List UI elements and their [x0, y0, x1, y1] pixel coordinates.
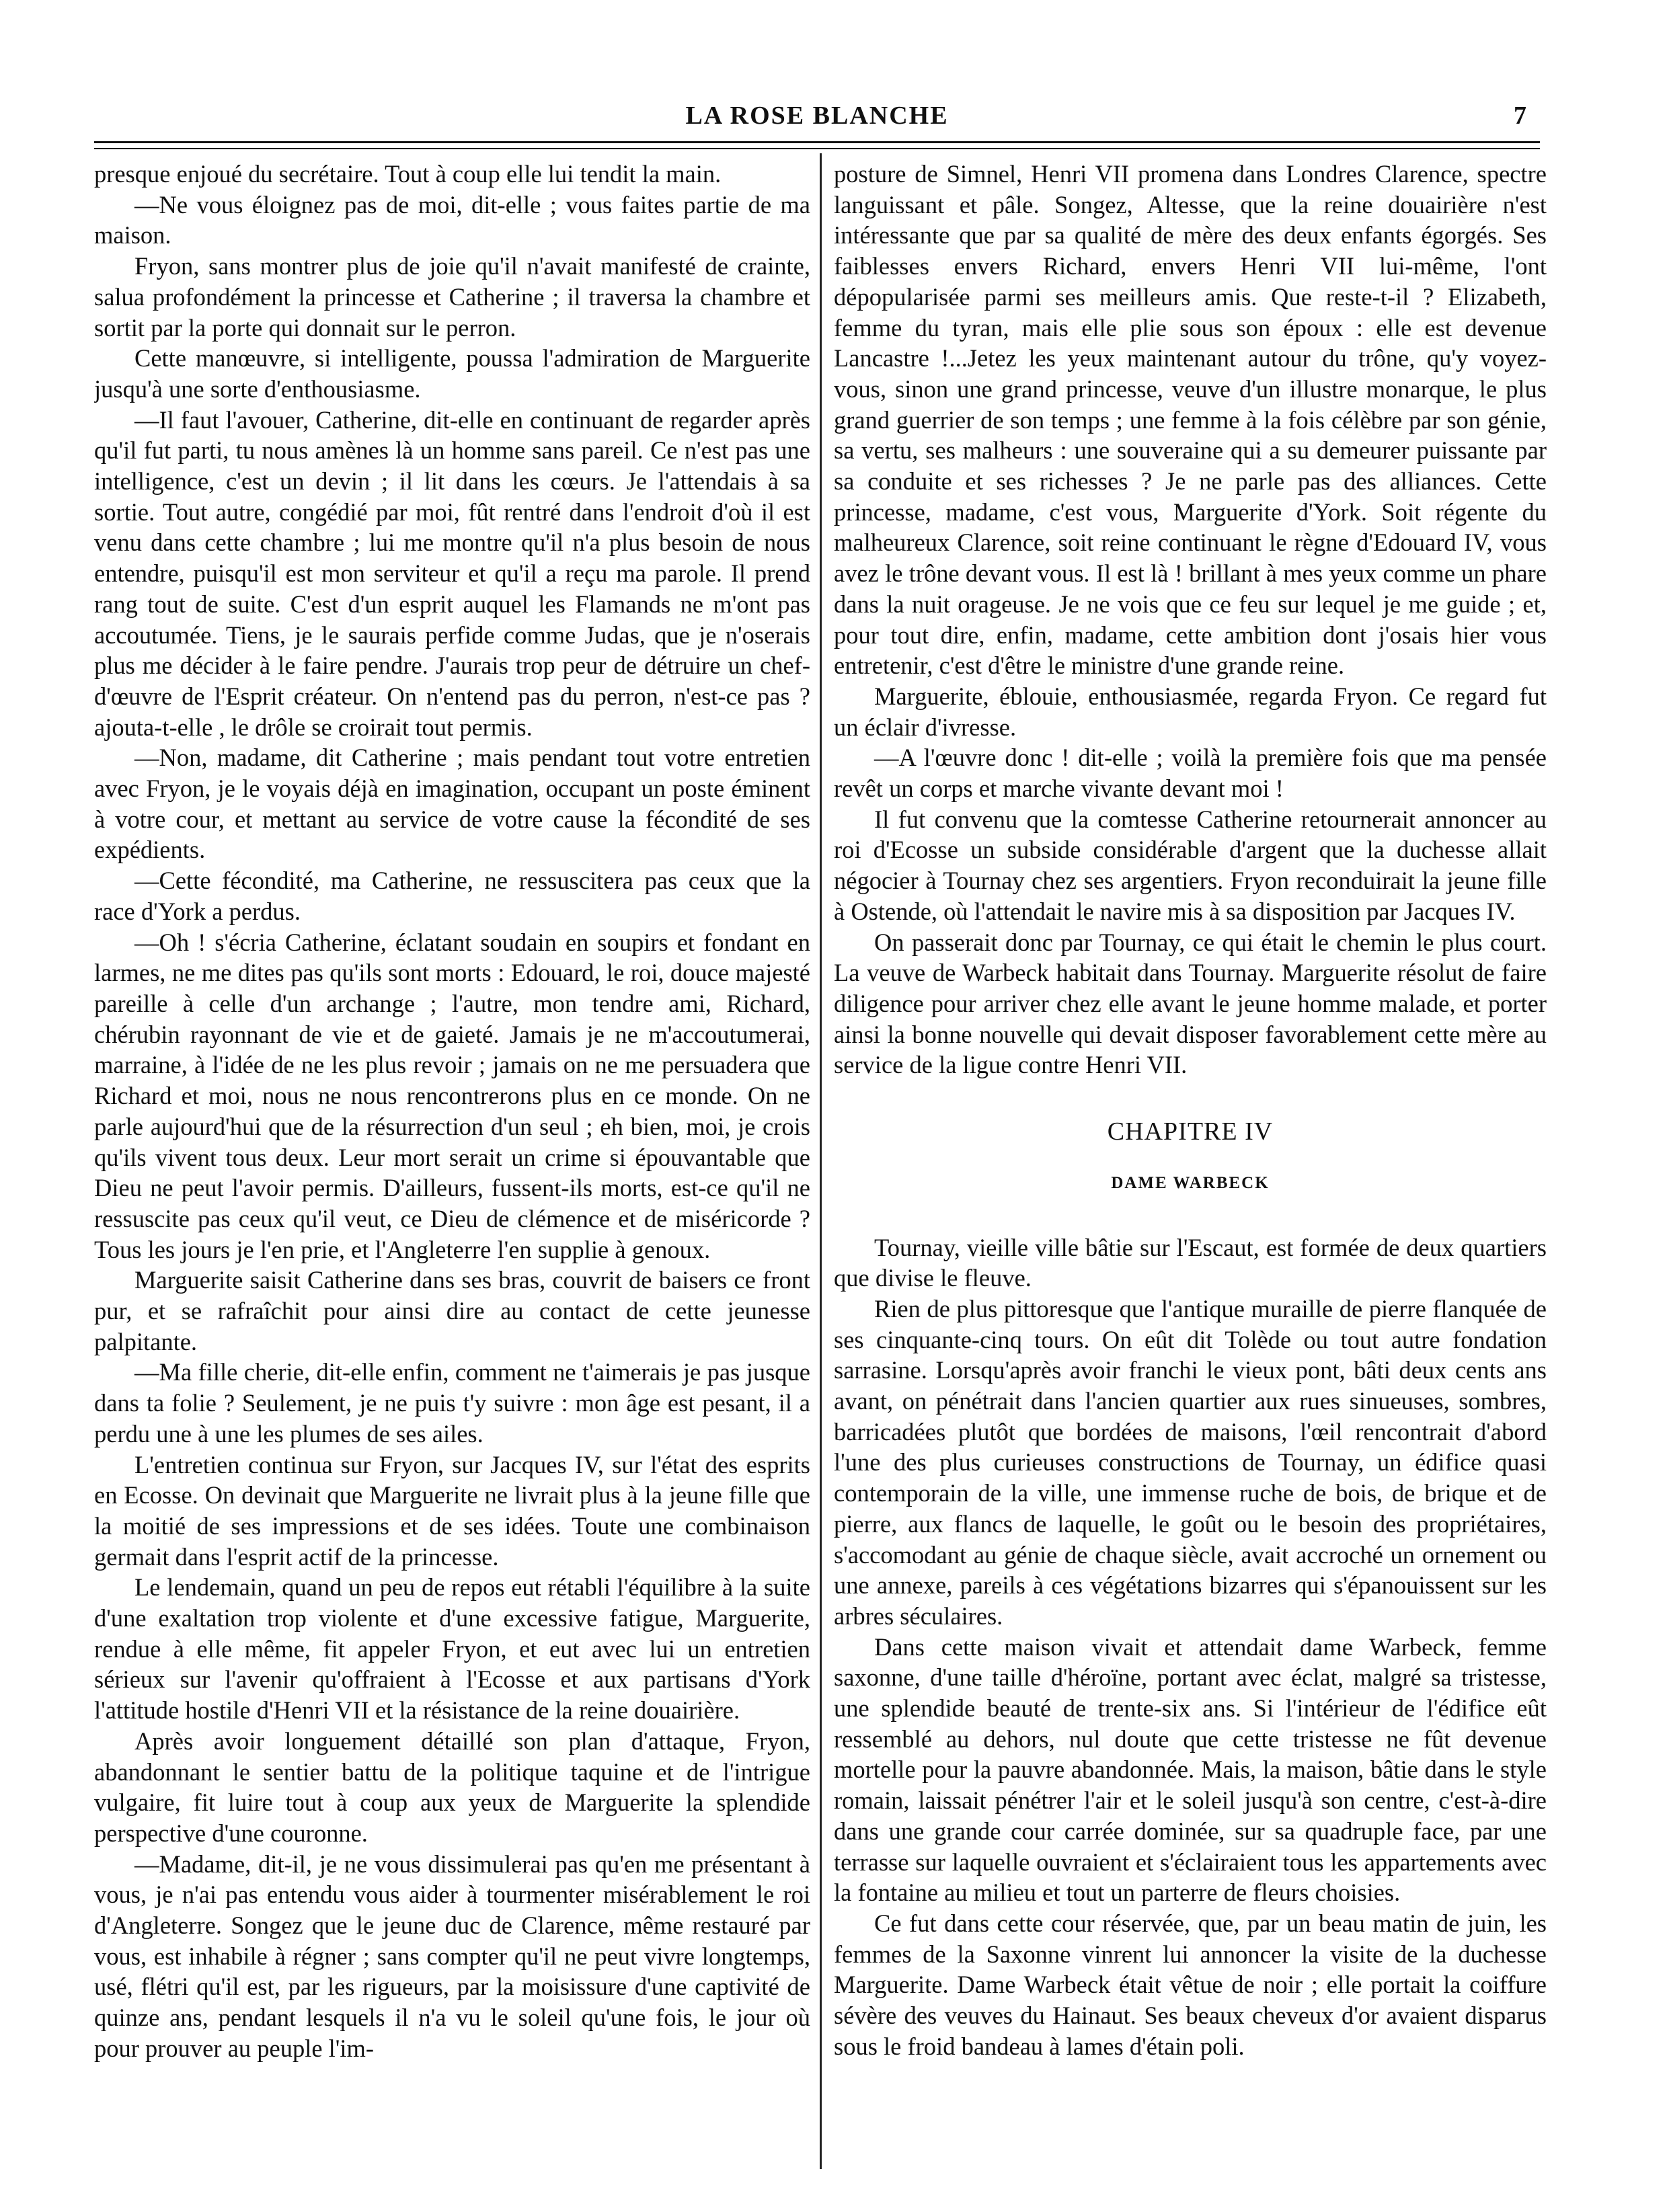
paragraph: —Cette fécondité, ma Catherine, ne ressuscitera pas ceux que la race d'York a perdus.	[94, 867, 810, 925]
chapter-subtitle: DAME WARBECK	[1111, 1173, 1270, 1192]
paragraph: —Ne vous éloignez pas de moi, dit-elle ; vous faites partie de ma maison.	[94, 190, 810, 249]
paragraph: presque enjoué du secrétaire. Tout à coup elle lui tendit la main.	[94, 160, 722, 188]
chapter-title: CHAPITRE IV	[1107, 1117, 1274, 1146]
column-divider	[820, 153, 822, 2169]
header-rule-top	[94, 141, 1540, 143]
paragraph: posture de Simnel, Henri VII promena dans Londres Clarence, spectre languissant et pâle. Songez, Altesse, que la reine douairière n'est intéressante que par sa qualité de mère des deux enfants égorgés. Ses faiblesses envers Richard, envers Henri VII lui-même, l'ont dépopularisée parmi ses meilleurs amis. Que reste-t-il ? Elizabeth, femme du tyran, mais elle plie sous son époux : elle est devenue Lancastre !...Jetez les yeux maintenant autour du trône, qu'y voyez-vous, sinon une grand princesse, veuve d'un illustre monarque, le plus grand guerrier de son temps ; une femme à la fois célèbre par son génie, sa vertu, ses malheurs : une souveraine qui a su demeurer puissante par sa conduite et ses richesses ? Je ne parle pas des alliances. Cette princesse, madame, c'est vous, Marguerite d'York. Soit régente du malheureux Clarence, soit reine continuant le règne d'Edouard IV, vous avez le trône devant vous. Il est là ! brillant à mes yeux comme un phare dans la nuit orageuse. Je ne vois que ce feu sur lequel je me guide ; et, pour tout dire, enfin, madame, cette ambition dont j'osais hier vous entretenir, c'est d'être le ministre d'une grande reine.	[834, 160, 1547, 680]
left-column	[94, 159, 810, 2169]
paragraph: Marguerite, éblouie, enthousiasmée, regarda Fryon. Ce regard fut un éclair d'ivresse.	[834, 682, 1547, 741]
paragraph: Ce fut dans cette cour réservée, que, par un beau matin de juin, les femmes de la Saxonne vinrent lui annoncer la visite de la duchesse Marguerite. Dame Warbeck était vêtue de noir ; elle portait la coiffure sévère des veuves du Hainaut. Ses beaux cheveux d'or avaient disparus sous le froid bandeau à lames d'étain poli.	[834, 1909, 1547, 2060]
paragraph: —Madame, dit-il, je ne vous dissimulerai pas qu'en me présentant à vous, je n'ai pas entendu vous aider à tourmenter misérablement le roi d'Angleterre. Songez que le jeune duc de Clarence, même restauré par vous, est inhabile à régner ; sans compter qu'il ne peut vivre longtemps, usé, flétri qu'il est, par les rigueurs, par la moisissure d'une captivité de quinze ans, pendant lesquels il n'a vu le soleil qu'une fois, le jour où pour prouver au peuple l'im-	[94, 1850, 810, 2062]
paragraph: L'entretien continua sur Fryon, sur Jacques IV, sur l'état des esprits en Ecosse. On devinait que Marguerite ne livrait plus à la jeune fille que la moitié de ses impressions et de ses idées. Toute une combinaison germait dans l'esprit actif de la princesse.	[94, 1450, 810, 1571]
paragraph: On passerait donc par Tournay, ce qui était le chemin le plus court. La veuve de Warbeck habitait dans Tournay. Marguerite résolut de faire diligence pour arriver chez elle avant le jeune homme malade, et porter ainsi la bonne nouvelle qui devait disposer favorablement cette mère au service de la ligue contre Henri VII.	[834, 928, 1547, 1079]
paragraph: —Ma fille cherie, dit-elle enfin, comment ne t'aimerais je pas jusque dans ta folie ? Seulement, je ne puis t'y suivre : mon âge est pesant, il a perdu une à une les plumes de ses ailes.	[94, 1358, 810, 1448]
paragraph: —Il faut l'avouer, Catherine, dit-elle en continuant de regarder après qu'il fut parti, tu nous amènes là un homme sans pareil. Ce n'est pas une intelligence, c'est un devin ; il lit dans les cœurs. Je l'attendais à sa sortie. Tout autre, congédié par moi, fût rentré dans l'endroit d'où il est venu dans cette chambre ; lui me montre qu'il n'a plus besoin de nous entendre, puisqu'il est mon serviteur et qu'il a reçu ma parole. Il prend rang tout de suite. C'est d'un esprit auquel les Flamands ne m'ont pas accoutumée. Tiens, je le saurais perfide comme Judas, que je n'oserais plus me décider à le faire pendre. J'aurais trop peur de détruire un chef-d'œuvre de l'Esprit créateur. On n'entend pas du perron, n'est-ce pas ? ajouta-t-elle , le drôle se croirait tout permis.	[94, 405, 810, 741]
header-rule-bottom	[94, 148, 1540, 149]
paragraph: Le lendemain, quand un peu de repos eut rétabli l'équilibre à la suite d'une exaltation trop violente et d'une excessive fatigue, Marguerite, rendue à elle même, fit appeler Fryon, et eut avec lui un entretien sérieux sur l'avenir qu'offraient à l'Ecosse et aux partisans d'York l'attitude hostile d'Henri VII et la résistance de la reine douairière.	[94, 1573, 810, 1725]
paragraph: Rien de plus pittoresque que l'antique muraille de pierre flanquée de ses cinquante-cinq tours. On eût dit Tolède ou tout autre fondation sarrasine. Lorsqu'après avoir franchi le vieux pont, bâti deux cents ans avant, on pénétrait dans l'ancien quartier aux rues sinueuses, sombres, barricadées plutôt que bordées de maisons, l'œil rencontrait d'abord l'une des plus curieuses constructions de Tournay, un édifice quasi contemporain de la ville, une immense ruche de bois, de brique et de pierre, aux flancs de laquelle, le goût ou le besoin des propriétaires, s'accomodant au génie de chaque siècle, avait accroché un ornement ou une annexe, pareils à ces végétations bizarres qui s'épanouissent sur les arbres séculaires.	[834, 1294, 1547, 1630]
paragraph: —Oh ! s'écria Catherine, éclatant soudain en soupirs et fondant en larmes, ne me dites pas qu'ils sont morts : Edouard, le roi, douce majesté pareille à celle d'un archange ; l'autre, mon tendre ami, Richard, chérubin rayonnant de vie et de gaieté. Jamais je ne m'accoutumerai, marraine, à l'idée de ne les plus revoir ; jamais on ne me persuadera que Richard et moi, nous ne nous rencontrerons plus en ce monde. On ne parle aujourd'hui que de la résurrection d'un seul ; eh bien, moi, je crois qu'ils vivent tous deux. Leur mort serait un crime si épouvantable que Dieu ne peut l'avoir permis. D'ailleurs, fussent-ils morts, est-ce qu'il ne ressuscite pas ceux qu'il veut, ce Dieu de clémence et de miséricorde ? Tous les jours je l'en prie, et l'Angleterre l'en supplie à genoux.	[94, 928, 810, 1263]
right-column	[834, 159, 1547, 2169]
paragraph: Dans cette maison vivait et attendait dame Warbeck, femme saxonne, d'une taille d'héroïne, portant avec éclat, malgré sa tristesse, une splendide beauté de trente-six ans. Si l'intérieur de l'édifice eût ressemblé au dehors, nul doute que cette tristesse ne fût devenue mortelle pour la pauvre abandonnée. Mais, la maison, bâtie dans le style romain, laissait pénétrer l'air et le soleil jusqu'à son centre, c'est-à-dire dans une grande cour carrée dominée, sur sa quadruple face, par une terrasse sur laquelle ouvraient et s'éclairaient tous les appartements avec la fontaine au milieu et tout un parterre de fleurs choisies.	[834, 1632, 1547, 1907]
paragraph: Fryon, sans montrer plus de joie qu'il n'avait manifesté de crainte, salua profondément la princesse et Catherine ; il traversa la chambre et sortit par la porte qui donnait sur le perron.	[94, 252, 810, 342]
page-header	[94, 101, 1540, 136]
paragraph: —Non, madame, dit Catherine ; mais pendant tout votre entretien avec Fryon, je le voyais déjà en imagination, occupant un poste éminent à votre cour, et mettant au service de votre cause la fécondité de ses expédients.	[94, 744, 810, 864]
page-number: 7	[1514, 102, 1526, 130]
paragraph: Après avoir longuement détaillé son plan d'attaque, Fryon, abandonnant le sentier battu de la politique taquine et de l'intrigue vulgaire, fit luire tout à coup aux yeux de Marguerite la splendide perspective d'une couronne.	[94, 1727, 810, 1847]
paragraph: Cette manœuvre, si intelligente, poussa l'admiration de Marguerite jusqu'à une sorte d'enthousiasme.	[94, 344, 810, 403]
paragraph: Tournay, vieille ville bâtie sur l'Escaut, est formée de deux quartiers que divise le fleuve.	[834, 1233, 1547, 1292]
paragraph: Il fut convenu que la comtesse Catherine retournerait annoncer au roi d'Ecosse un subside considérable d'argent que la duchesse allait négocier à Tournay chez ses argentiers. Fryon reconduirait la jeune fille à Ostende, où l'attendait le navire mis à sa disposition par Jacques IV.	[834, 805, 1547, 925]
paragraph: Marguerite saisit Catherine dans ses bras, couvrit de baisers ce front pur, et se rafraîchit pour ainsi dire au contact de cette jeunesse palpitante.	[94, 1266, 810, 1355]
paragraph: —A l'œuvre donc ! dit-elle ; voilà la première fois que ma pensée revêt un corps et marche vivante devant moi !	[834, 744, 1547, 803]
running-title: LA ROSE BLANCHE	[685, 102, 949, 130]
